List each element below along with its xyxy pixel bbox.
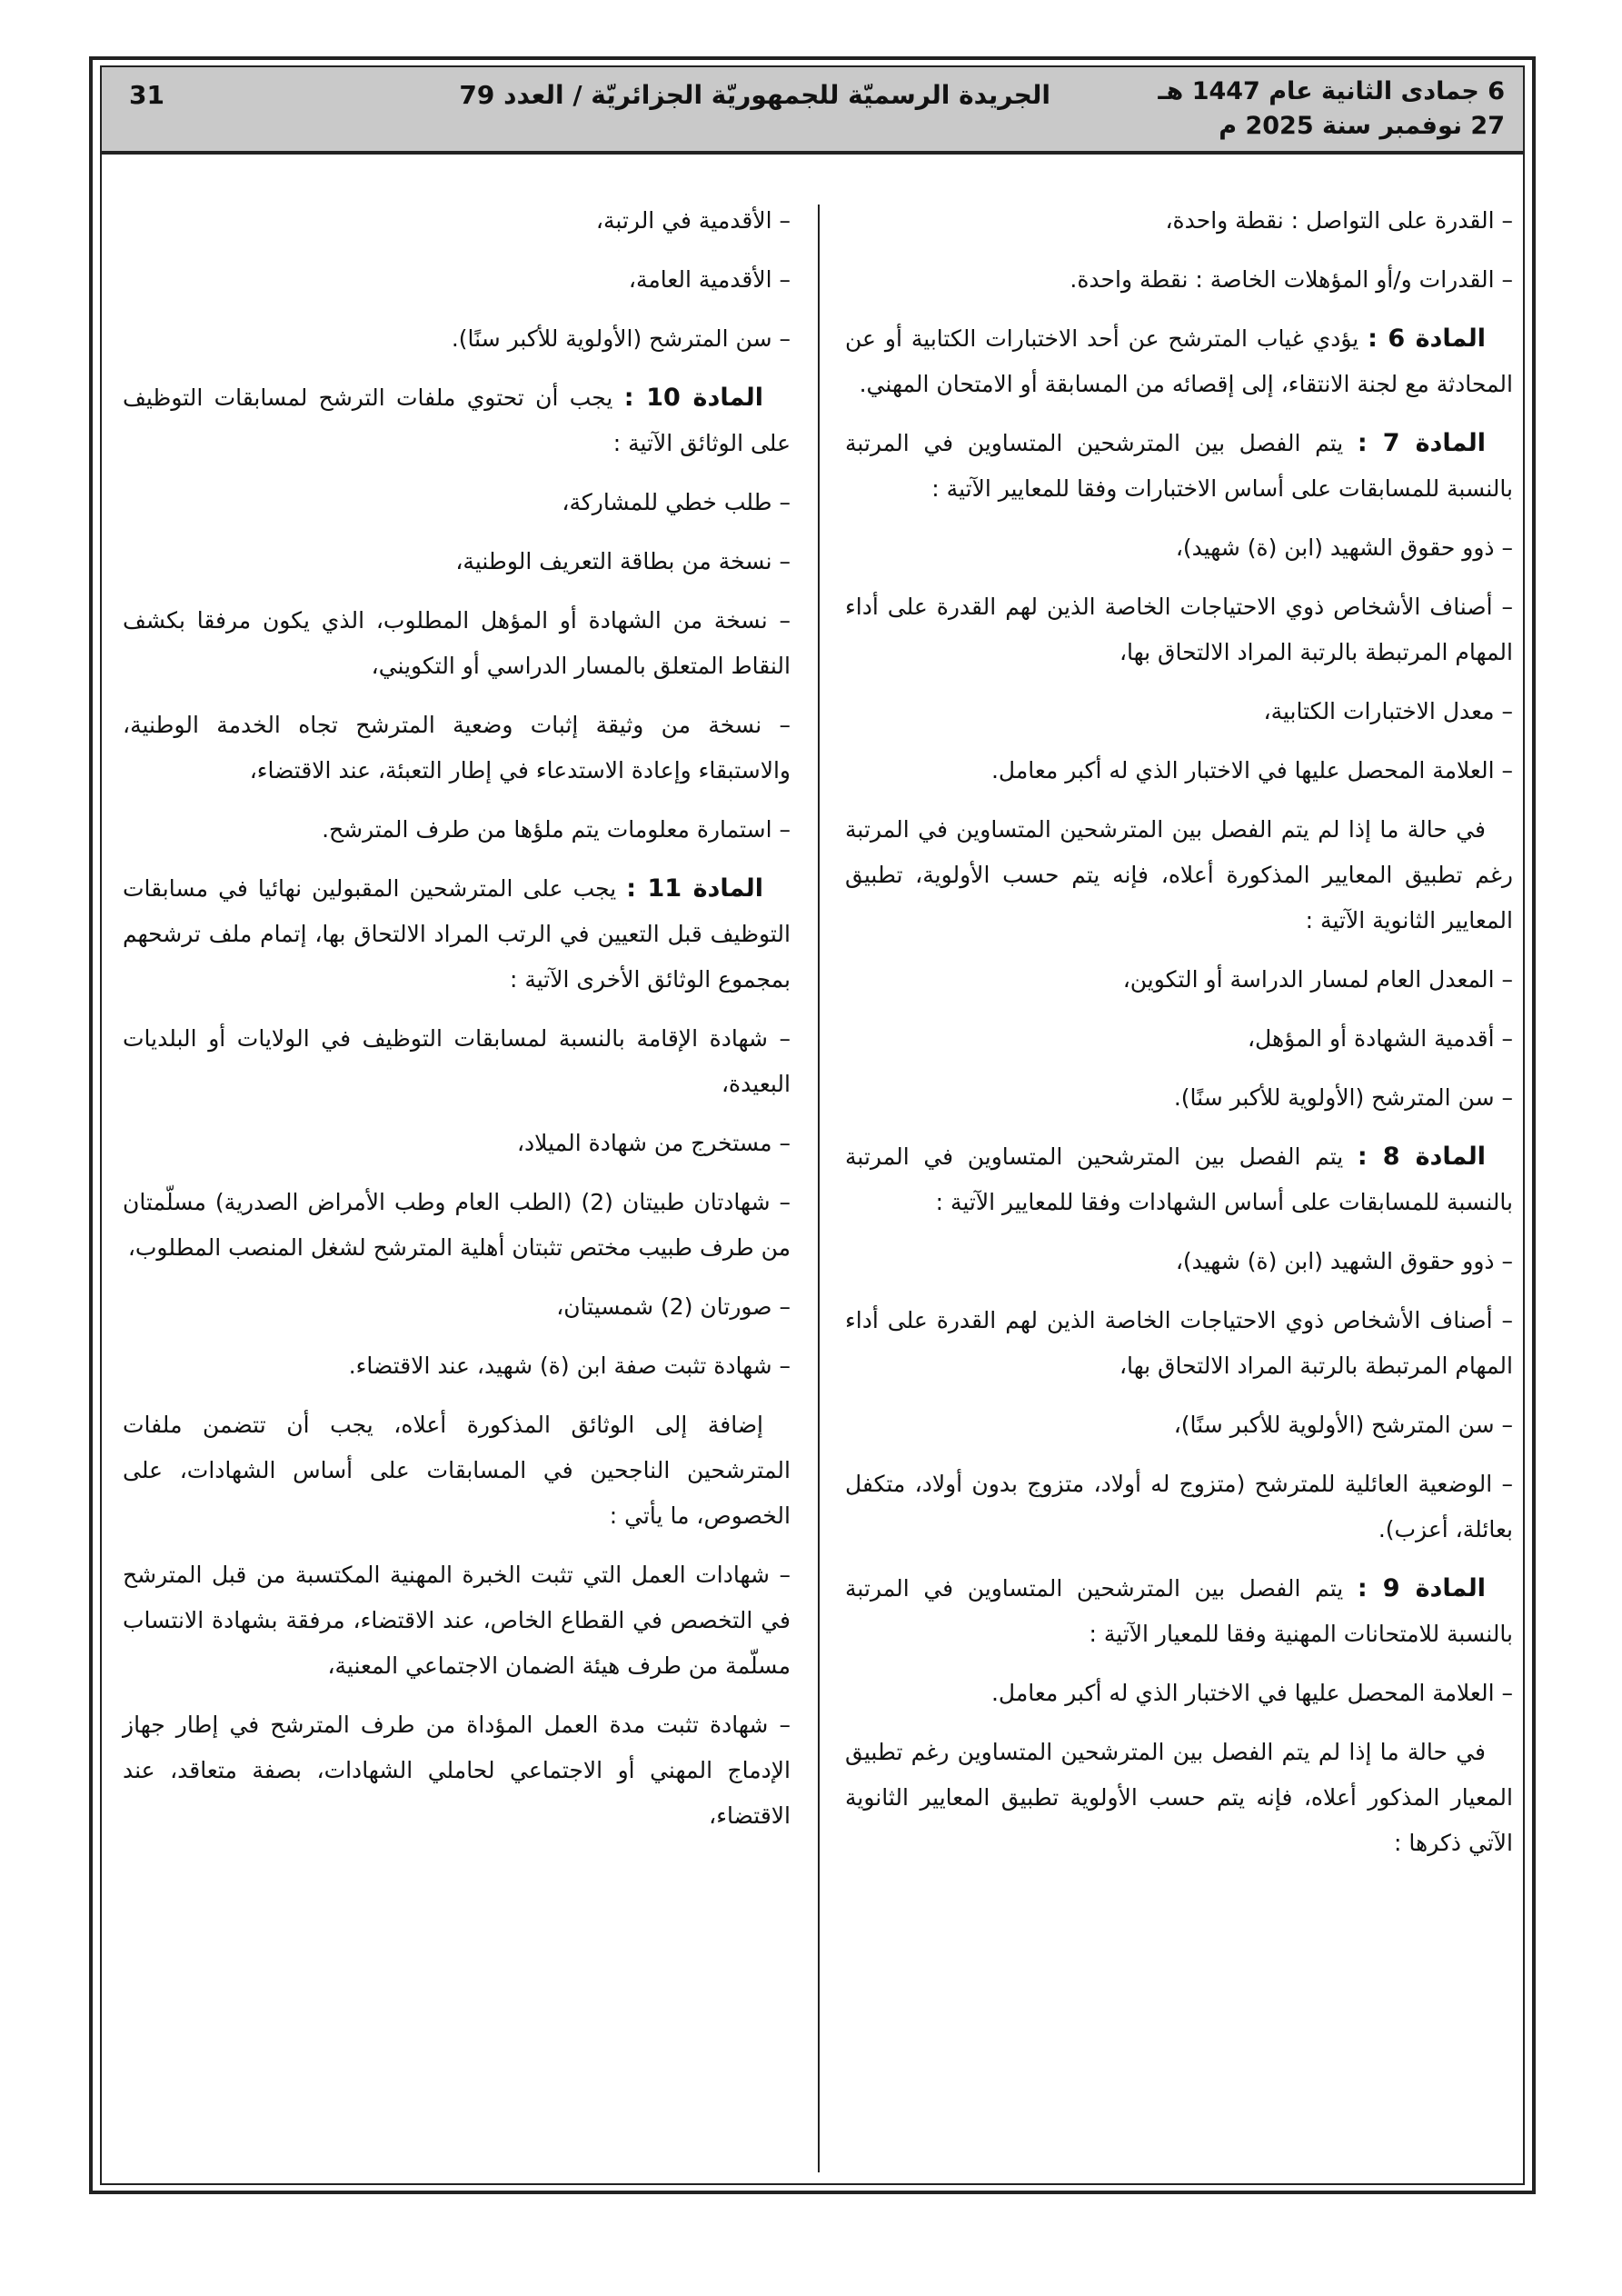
article-number: المادة 9 : [1357, 1574, 1487, 1602]
paragraph-text: – استمارة معلومات يتم ملؤها من طرف المترشح. [322, 816, 791, 843]
paragraph [845, 689, 1513, 734]
paragraph-text: – شهادات العمل التي تثبت الخبرة المهنية المكتسبة من قبل المترشح في التخصص في القطاع الخاص، عند الاقتضاء، مرفقة بشهادة الانتساب مسلّمة من طرف هيئة الضمان الاجتماعي المعنية، [123, 1562, 791, 1679]
paragraph [845, 807, 1513, 943]
paragraph [123, 598, 791, 689]
journal-title: الجريدة الرسميّة للجمهوريّة الجزائريّة / العدد 79 [459, 80, 1050, 110]
paragraph [123, 1016, 791, 1107]
paragraph [123, 480, 791, 525]
paragraph [123, 1702, 791, 1839]
paragraph-text: – الوضعية العائلية للمترشح (متزوج له أولاد، متزوج بدون أولاد، متكفل بعائلة، أعزب). [845, 1471, 1513, 1542]
paragraph [845, 1075, 1513, 1121]
article-number: المادة 6 : [1368, 324, 1487, 353]
paragraph-text: – سن المترشح (الأولوية للأكبر سنًا). [1173, 1084, 1513, 1111]
right-column [845, 198, 1513, 1880]
paragraph-text: – أصناف الأشخاص ذوي الاحتياجات الخاصة الذين لهم القدرة على أداء المهام المرتبطة بالرتبة المراد الالتحاق بها، [845, 1307, 1513, 1379]
paragraph-text: – شهادة تثبت صفة ابن (ة) شهيد، عند الاقتضاء. [348, 1353, 791, 1379]
article-number: المادة 11 : [626, 874, 764, 903]
paragraph-text: – سن المترشح (الأولوية للأكبر سنًا)، [1173, 1412, 1513, 1438]
paragraph [123, 539, 791, 584]
paragraph-text: – شهادة تثبت مدة العمل المؤداة من طرف المترشح في إطار جهاز الإدماج المهني أو الاجتماعي لحاملي الشهادات، بصفة متعاقد، عند الاقتضاء، [123, 1712, 791, 1829]
paragraph-text: – أصناف الأشخاص ذوي الاحتياجات الخاصة الذين لهم القدرة على أداء المهام المرتبطة بالرتبة المراد الالتحاق بها، [845, 594, 1513, 665]
paragraph-text: – سن المترشح (الأولوية للأكبر سنًا). [451, 325, 791, 352]
article-paragraph [845, 421, 1513, 512]
header-date [1158, 75, 1505, 144]
article-paragraph [845, 316, 1513, 407]
paragraph [845, 198, 1513, 244]
paragraph [845, 525, 1513, 571]
paragraph-text: – العلامة المحصل عليها في الاختبار الذي له أكبر معامل. [990, 1680, 1513, 1706]
paragraph-text: – الأقدمية في الرتبة، [595, 207, 791, 234]
paragraph [845, 1462, 1513, 1552]
page-header [102, 67, 1523, 155]
paragraph-text: – ذوو حقوق الشهيد (ابن (ة) شهيد)، [1175, 1248, 1513, 1274]
article-paragraph [123, 375, 791, 466]
paragraph [123, 198, 791, 244]
article-paragraph [845, 1566, 1513, 1657]
paragraph [123, 703, 791, 794]
paragraph-text: يجب على المترشحين المقبولين نهائيا في مسابقات التوظيف قبل التعيين في الرتب المراد الالتحاق بها، إتمام ملف ترشحهم بمجموع الوثائق الأخرى الآتية : [123, 875, 791, 993]
paragraph [845, 1671, 1513, 1716]
paragraph-text: يؤدي غياب المترشح عن أحد الاختبارات الكتابية أو عن المحادثة مع لجنة الانتقاء، إلى إقصائه من المسابقة أو الامتحان المهني. [845, 325, 1513, 397]
paragraph-text: – المعدل العام لمسار الدراسة أو التكوين، [1122, 966, 1513, 993]
paragraph-text: – نسخة من وثيقة إثبات وضعية المترشح تجاه الخدمة الوطنية، والاستبقاء وإعادة الاستدعاء في إطار التعبئة، عند الاقتضاء، [123, 712, 791, 784]
article-number: المادة 8 : [1357, 1143, 1487, 1171]
paragraph-text: إضافة إلى الوثائق المذكورة أعلاه، يجب أن تتضمن ملفات المترشحين الناجحين في المسابقات على أساس الشهادات، على الخصوص، ما يأتي : [123, 1412, 791, 1529]
paragraph-text: يتم الفصل بين المترشحين المتساوين في المرتبة بالنسبة للمسابقات على أساس الاختبارات وفقا للمعايير الآتية : [845, 430, 1513, 502]
paragraph-text: – ذوو حقوق الشهيد (ابن (ة) شهيد)، [1175, 534, 1513, 561]
paragraph-text: – شهادتان طبيتان (2) (الطب العام وطب الأمراض الصدرية) مسلّمتان من طرف طبيب مختص تثبتان أهلية المترشح لشغل المنصب المطلوب، [123, 1189, 791, 1261]
column-divider [818, 205, 820, 2172]
paragraph [845, 1403, 1513, 1448]
paragraph [845, 957, 1513, 1003]
paragraph [123, 257, 791, 303]
paragraph-text: – أقدمية الشهادة أو المؤهل، [1247, 1025, 1513, 1052]
paragraph [123, 1284, 791, 1330]
paragraph-text: – العلامة المحصل عليها في الاختبار الذي له أكبر معامل. [990, 757, 1513, 784]
paragraph-text: – صورتان (2) شمسيتان، [556, 1293, 791, 1320]
paragraph-text: – القدرة على التواصل : نقطة واحدة، [1165, 207, 1513, 234]
paragraph [123, 1121, 791, 1166]
paragraph [845, 584, 1513, 675]
paragraph-text: في حالة ما إذا لم يتم الفصل بين المترشحين المتساوين رغم تطبيق المعيار المذكور أعلاه، فإنه يتم حسب الأولوية تطبيق المعايير الثانوية الآتي ذكرها : [845, 1739, 1513, 1856]
paragraph-text: – معدل الاختبارات الكتابية، [1263, 698, 1513, 724]
article-paragraph [123, 866, 791, 1003]
paragraph-text: – مستخرج من شهادة الميلاد، [516, 1130, 791, 1156]
article-number: المادة 7 : [1357, 429, 1487, 457]
article-number: المادة 10 : [623, 384, 763, 412]
paragraph-text: في حالة ما إذا لم يتم الفصل بين المترشحين المتساوين في المرتبة رغم تطبيق المعايير المذكورة أعلاه، فإنه يتم حسب الأولوية، تطبيق المعايير الثانوية الآتية : [845, 816, 1513, 933]
paragraph [845, 1298, 1513, 1389]
page-number: 31 [129, 80, 164, 110]
paragraph [845, 257, 1513, 303]
paragraph-text: – طلب خطي للمشاركة، [562, 489, 791, 515]
date-gregorian: 27 نوفمبر سنة 2025 م [1219, 112, 1505, 140]
paragraph-text: – القدرات و/أو المؤهلات الخاصة : نقطة واحدة. [1070, 266, 1513, 293]
article-paragraph [845, 1134, 1513, 1225]
paragraph-text: – نسخة من الشهادة أو المؤهل المطلوب، الذي يكون مرفقا بكشف النقاط المتعلق بالمسار الدراسي أو التكويني، [123, 607, 791, 679]
paragraph-text: يتم الفصل بين المترشحين المتساوين في المرتبة بالنسبة للمسابقات على أساس الشهادات وفقا للمعايير الآتية : [845, 1143, 1513, 1215]
left-column [123, 198, 791, 1852]
paragraph-text: – نسخة من بطاقة التعريف الوطنية، [455, 548, 791, 574]
paragraph [123, 316, 791, 362]
paragraph [845, 748, 1513, 794]
paragraph [123, 1343, 791, 1389]
paragraph [123, 1552, 791, 1689]
paragraph [845, 1239, 1513, 1284]
paragraph-text: – شهادة الإقامة بالنسبة لمسابقات التوظيف في الولايات أو البلديات البعيدة، [123, 1025, 791, 1097]
paragraph [123, 1180, 791, 1271]
date-hijri: 6 جمادى الثانية عام 1447 هـ [1158, 77, 1505, 105]
paragraph-text: يجب أن تحتوي ملفات الترشح لمسابقات التوظيف على الوثائق الآتية : [123, 384, 791, 456]
paragraph [845, 1730, 1513, 1866]
paragraph [845, 1016, 1513, 1062]
paragraph-text: يتم الفصل بين المترشحين المتساوين في المرتبة بالنسبة للامتحانات المهنية وفقا للمعيار الآتية : [845, 1575, 1513, 1647]
paragraph-text: – الأقدمية العامة، [628, 266, 791, 293]
paragraph [123, 1403, 791, 1539]
paragraph [123, 807, 791, 853]
